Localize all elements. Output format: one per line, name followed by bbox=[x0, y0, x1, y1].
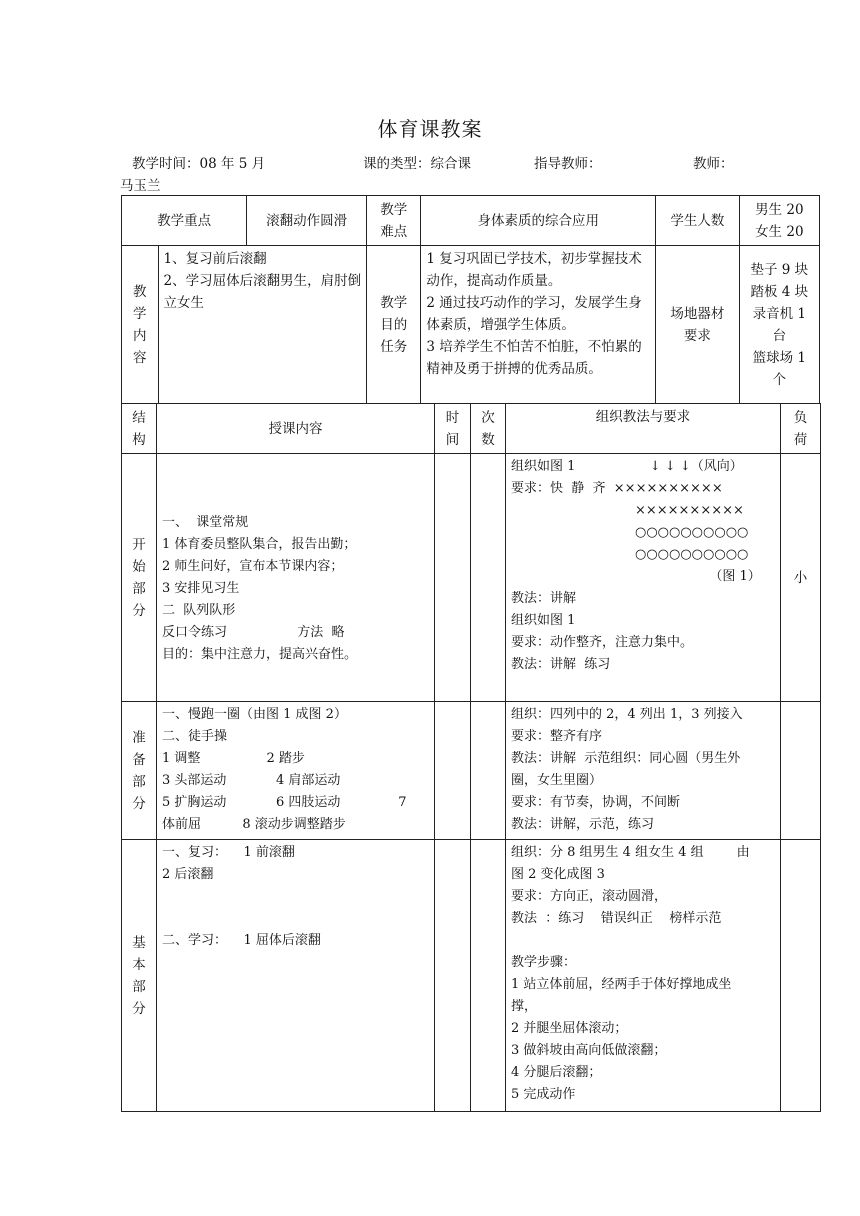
row-load bbox=[781, 840, 821, 1112]
difficulty-value: 身体素质的综合应用 bbox=[421, 196, 656, 246]
header-structure: 结 构 bbox=[122, 404, 157, 454]
students-value: 男生 20 女生 20 bbox=[739, 196, 819, 246]
lesson-type: 课的类型：综合课 bbox=[363, 156, 471, 172]
table-row bbox=[122, 454, 821, 702]
teacher-label: 教师： bbox=[693, 156, 734, 172]
header-method: 组织教法与要求 bbox=[506, 404, 781, 454]
row-method: 组织：分 8 组男生 4 组女生 4 组 由 图 2 变化成图 3 要求：方向正，滚动圆滑， 教法 ：练习 错误纠正 榜样示范 教学步骤： 1 站立体前屈，经两手于体好撑地成坐 撑， 2 并腿坐屈体滚动； 3 做斜坡由高向低做滚翻； 4 分腿后滚翻； 5 完成动作 bbox=[506, 840, 781, 1112]
row-content: 一、复习： 1 前滚翻 2 后滚翻 二、学习： 1 屈体后滚翻 bbox=[157, 840, 435, 1112]
lesson-overview-table bbox=[121, 195, 820, 404]
header-time: 时 间 bbox=[435, 404, 471, 454]
goal-label: 教学 目的 任务 bbox=[367, 246, 421, 404]
row-count bbox=[471, 840, 506, 1112]
guide-teacher: 指导教师： bbox=[534, 156, 602, 172]
row-count bbox=[471, 702, 506, 840]
equipment-value: 垫子 9 块 踏板 4 块 录音机 1 台 篮球场 1 个 bbox=[739, 246, 819, 404]
focus-value: 滚翻动作圆滑 bbox=[247, 196, 367, 246]
section-label: 基 本 部 分 bbox=[122, 840, 157, 1112]
page-title: 体育课教案 bbox=[377, 117, 483, 141]
row-method: 组织如图 1 ↓ ↓ ↓（风向） 要求：快 静 齐 ×××××××××× ×××××××××× ○○○○○○○○○○ ○○○○○○○○○○ （图 1） 教法：讲解 组织如图 1 要求：动作整齐，注意力集中。 教法：讲解 练习 bbox=[506, 454, 781, 702]
table-row bbox=[122, 702, 821, 840]
row-load: 小 bbox=[781, 454, 821, 702]
teacher-name: 马玉兰 bbox=[120, 178, 161, 194]
goal-value: 1 复习巩固已学技术，初步掌握技术动作，提高动作质量。 2 通过技巧动作的学习，发展学生身体素质，增强学生体质。 3 培养学生不怕苦不怕脏，不怕累的精神及勇于拼搏的优秀品质。 bbox=[421, 246, 656, 404]
content-label: 教 学 内 容 bbox=[122, 246, 159, 404]
lesson-plan-table bbox=[121, 403, 821, 1112]
row-count bbox=[471, 454, 506, 702]
content-value: 1、复习前后滚翻 2、学习屈体后滚翻男生，肩肘倒立女生 bbox=[158, 246, 367, 404]
section-label: 开 始 部 分 bbox=[122, 454, 157, 702]
focus-label: 教学重点 bbox=[122, 196, 247, 246]
students-label: 学生人数 bbox=[656, 196, 739, 246]
teaching-time: 教学时间：08 年 5 月 bbox=[132, 156, 266, 172]
section-label: 准 备 部 分 bbox=[122, 702, 157, 840]
header-load: 负 荷 bbox=[781, 404, 821, 454]
row-time bbox=[435, 454, 471, 702]
equipment-label: 场地器材 要求 bbox=[656, 246, 739, 404]
row-load bbox=[781, 702, 821, 840]
header-content: 授课内容 bbox=[157, 404, 435, 454]
row-method: 组织：四列中的 2，4 列出 1，3 列接入 要求：整齐有序 教法：讲解 示范组织：同心圆（男生外 圈，女生里圈） 要求：有节奏，协调，不间断 教法：讲解，示范，练习 bbox=[506, 702, 781, 840]
row-time bbox=[435, 840, 471, 1112]
difficulty-label: 教学 难点 bbox=[367, 196, 421, 246]
row-content: 一、 课堂常规 1 体育委员整队集合，报告出勤； 2 师生问好，宣布本节课内容； 3 安排见习生 二 队列队形 反口令练习 方法 略 目的：集中注意力，提高兴奋性。 bbox=[157, 454, 435, 702]
row-content: 一、慢跑一圈（由图 1 成图 2） 二、徒手操 1 调整 2 踏步 3 头部运动 4 肩部运动 5 扩胸运动 6 四肢运动 7 体前屈 8 滚动步调整踏步 bbox=[157, 702, 435, 840]
table-row bbox=[122, 840, 821, 1112]
header-count: 次 数 bbox=[471, 404, 506, 454]
row-time bbox=[435, 702, 471, 840]
